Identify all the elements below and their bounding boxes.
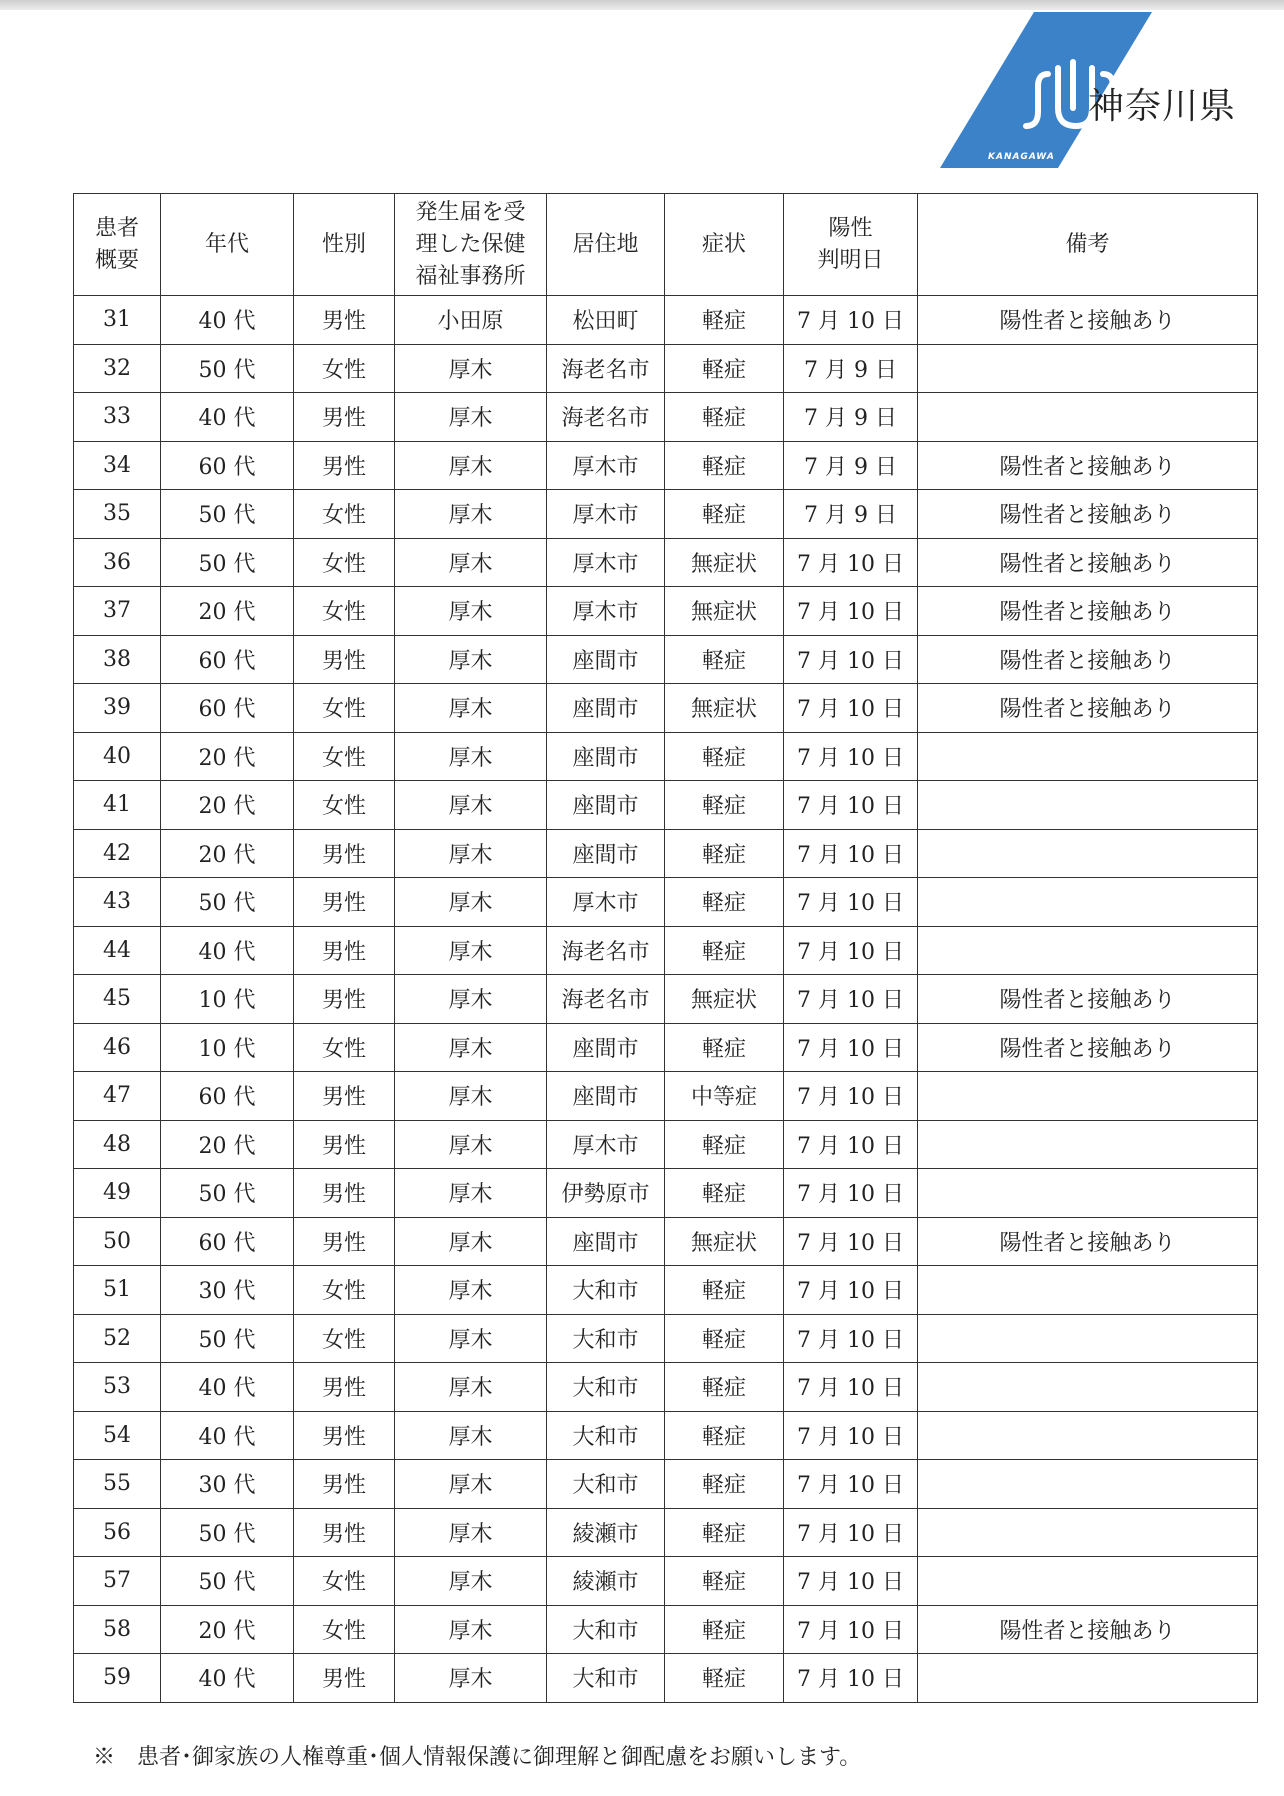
health-office-cell: 厚木 (395, 441, 547, 490)
symptoms-cell: 軽症 (665, 1411, 784, 1460)
residence-cell: 大和市 (547, 1654, 665, 1703)
residence-cell: 座間市 (547, 1072, 665, 1121)
residence-cell: 座間市 (547, 635, 665, 684)
patient-id-cell: 59 (74, 1654, 161, 1703)
residence-cell: 伊勢原市 (547, 1169, 665, 1218)
health-office-cell: 厚木 (395, 684, 547, 733)
gender-cell: 男性 (294, 635, 395, 684)
positive-date-cell: 7 月 10 日 (784, 1314, 918, 1363)
patient-id-cell: 39 (74, 684, 161, 733)
header-gender: 性別 (294, 194, 395, 296)
age-group-cell: 40 代 (161, 393, 294, 442)
symptoms-cell: 無症状 (665, 1217, 784, 1266)
remarks-cell (918, 1460, 1258, 1509)
remarks-cell: 陽性者と接触あり (918, 441, 1258, 490)
age-group-cell: 20 代 (161, 829, 294, 878)
symptoms-cell: 軽症 (665, 344, 784, 393)
health-office-cell: 厚木 (395, 344, 547, 393)
table-row (74, 296, 1258, 345)
header-residence: 居住地 (547, 194, 665, 296)
patient-id-cell: 56 (74, 1508, 161, 1557)
age-group-cell: 50 代 (161, 1508, 294, 1557)
remarks-cell (918, 1314, 1258, 1363)
symptoms-cell: 軽症 (665, 1460, 784, 1509)
health-office-cell: 厚木 (395, 732, 547, 781)
health-office-cell: 厚木 (395, 975, 547, 1024)
symptoms-cell: 軽症 (665, 732, 784, 781)
patient-id-cell: 37 (74, 587, 161, 636)
health-office-cell: 小田原 (395, 296, 547, 345)
gender-cell: 男性 (294, 1411, 395, 1460)
residence-cell: 座間市 (547, 781, 665, 830)
residence-cell: 座間市 (547, 684, 665, 733)
gender-cell: 男性 (294, 926, 395, 975)
table-row (74, 975, 1258, 1024)
age-group-cell: 50 代 (161, 490, 294, 539)
symptoms-cell: 軽症 (665, 1605, 784, 1654)
gender-cell: 女性 (294, 1314, 395, 1363)
remarks-cell (918, 344, 1258, 393)
residence-cell: 厚木市 (547, 538, 665, 587)
gender-cell: 男性 (294, 1363, 395, 1412)
gender-cell: 男性 (294, 1508, 395, 1557)
age-group-cell: 40 代 (161, 1411, 294, 1460)
patient-id-cell: 47 (74, 1072, 161, 1121)
gender-cell: 男性 (294, 1169, 395, 1218)
table-row (74, 393, 1258, 442)
remarks-cell (918, 1169, 1258, 1218)
health-office-cell: 厚木 (395, 1266, 547, 1315)
remarks-cell: 陽性者と接触あり (918, 1605, 1258, 1654)
age-group-cell: 40 代 (161, 1654, 294, 1703)
age-group-cell: 60 代 (161, 1217, 294, 1266)
age-group-cell: 50 代 (161, 878, 294, 927)
health-office-cell: 厚木 (395, 1120, 547, 1169)
patient-id-cell: 33 (74, 393, 161, 442)
symptoms-cell: 軽症 (665, 1169, 784, 1218)
patient-id-cell: 53 (74, 1363, 161, 1412)
remarks-cell (918, 393, 1258, 442)
header-positive-date: 陽性 判明日 (784, 194, 918, 296)
health-office-cell: 厚木 (395, 1072, 547, 1121)
patient-id-cell: 45 (74, 975, 161, 1024)
health-office-cell: 厚木 (395, 1363, 547, 1412)
gender-cell: 女性 (294, 538, 395, 587)
remarks-cell (918, 878, 1258, 927)
gender-cell: 男性 (294, 441, 395, 490)
positive-date-cell: 7 月 9 日 (784, 490, 918, 539)
symptoms-cell: 軽症 (665, 441, 784, 490)
remarks-cell (918, 1072, 1258, 1121)
patient-id-cell: 36 (74, 538, 161, 587)
age-group-cell: 50 代 (161, 538, 294, 587)
positive-date-cell: 7 月 10 日 (784, 1363, 918, 1412)
positive-date-cell: 7 月 10 日 (784, 1072, 918, 1121)
symptoms-cell: 軽症 (665, 1314, 784, 1363)
gender-cell: 女性 (294, 684, 395, 733)
remarks-cell: 陽性者と接触あり (918, 635, 1258, 684)
age-group-cell: 20 代 (161, 587, 294, 636)
age-group-cell: 60 代 (161, 441, 294, 490)
positive-date-cell: 7 月 10 日 (784, 1605, 918, 1654)
remarks-cell: 陽性者と接触あり (918, 490, 1258, 539)
health-office-cell: 厚木 (395, 393, 547, 442)
gender-cell: 女性 (294, 1557, 395, 1606)
residence-cell: 厚木市 (547, 490, 665, 539)
positive-date-cell: 7 月 10 日 (784, 926, 918, 975)
residence-cell: 大和市 (547, 1363, 665, 1412)
table-body (74, 296, 1258, 1703)
table-row (74, 1314, 1258, 1363)
gender-cell: 女性 (294, 732, 395, 781)
health-office-cell: 厚木 (395, 1314, 547, 1363)
remarks-cell (918, 781, 1258, 830)
table-row (74, 1557, 1258, 1606)
gender-cell: 女性 (294, 781, 395, 830)
patient-id-cell: 46 (74, 1023, 161, 1072)
positive-date-cell: 7 月 10 日 (784, 975, 918, 1024)
table-row (74, 781, 1258, 830)
health-office-cell: 厚木 (395, 829, 547, 878)
patient-id-cell: 44 (74, 926, 161, 975)
symptoms-cell: 軽症 (665, 781, 784, 830)
age-group-cell: 20 代 (161, 732, 294, 781)
positive-date-cell: 7 月 10 日 (784, 1508, 918, 1557)
patient-id-cell: 35 (74, 490, 161, 539)
table-row (74, 684, 1258, 733)
header-health-office: 発生届を受 理した保健 福祉事務所 (395, 194, 547, 296)
table-row (74, 1508, 1258, 1557)
residence-cell: 大和市 (547, 1460, 665, 1509)
remarks-cell: 陽性者と接触あり (918, 1023, 1258, 1072)
symptoms-cell: 無症状 (665, 975, 784, 1024)
positive-date-cell: 7 月 9 日 (784, 344, 918, 393)
age-group-cell: 60 代 (161, 1072, 294, 1121)
age-group-cell: 20 代 (161, 1120, 294, 1169)
residence-cell: 厚木市 (547, 1120, 665, 1169)
symptoms-cell: 軽症 (665, 393, 784, 442)
remarks-cell: 陽性者と接触あり (918, 538, 1258, 587)
remarks-cell: 陽性者と接触あり (918, 1217, 1258, 1266)
remarks-cell (918, 1654, 1258, 1703)
table-row (74, 1169, 1258, 1218)
remarks-cell: 陽性者と接触あり (918, 296, 1258, 345)
patient-id-cell: 51 (74, 1266, 161, 1315)
positive-date-cell: 7 月 10 日 (784, 538, 918, 587)
residence-cell: 綾瀬市 (547, 1508, 665, 1557)
gender-cell: 男性 (294, 296, 395, 345)
positive-date-cell: 7 月 10 日 (784, 1411, 918, 1460)
symptoms-cell: 軽症 (665, 635, 784, 684)
table-row (74, 1363, 1258, 1412)
header-row (74, 194, 1258, 296)
positive-date-cell: 7 月 9 日 (784, 393, 918, 442)
health-office-cell: 厚木 (395, 781, 547, 830)
symptoms-cell: 軽症 (665, 1023, 784, 1072)
patient-id-cell: 54 (74, 1411, 161, 1460)
table-row (74, 1266, 1258, 1315)
gender-cell: 男性 (294, 829, 395, 878)
positive-date-cell: 7 月 10 日 (784, 587, 918, 636)
remarks-cell: 陽性者と接触あり (918, 975, 1258, 1024)
gender-cell: 男性 (294, 1460, 395, 1509)
remarks-cell (918, 1266, 1258, 1315)
gender-cell: 女性 (294, 490, 395, 539)
residence-cell: 座間市 (547, 829, 665, 878)
residence-cell: 大和市 (547, 1314, 665, 1363)
health-office-cell: 厚木 (395, 1411, 547, 1460)
gender-cell: 女性 (294, 1023, 395, 1072)
patient-table (73, 193, 1258, 1703)
symptoms-cell: 軽症 (665, 1266, 784, 1315)
age-group-cell: 50 代 (161, 344, 294, 393)
table-row (74, 1411, 1258, 1460)
gender-cell: 女性 (294, 344, 395, 393)
positive-date-cell: 7 月 10 日 (784, 878, 918, 927)
residence-cell: 座間市 (547, 732, 665, 781)
residence-cell: 大和市 (547, 1411, 665, 1460)
symptoms-cell: 軽症 (665, 926, 784, 975)
remarks-cell: 陽性者と接触あり (918, 684, 1258, 733)
residence-cell: 大和市 (547, 1266, 665, 1315)
positive-date-cell: 7 月 10 日 (784, 1266, 918, 1315)
patient-id-cell: 50 (74, 1217, 161, 1266)
health-office-cell: 厚木 (395, 1460, 547, 1509)
positive-date-cell: 7 月 10 日 (784, 1023, 918, 1072)
table-row (74, 635, 1258, 684)
residence-cell: 座間市 (547, 1023, 665, 1072)
positive-date-cell: 7 月 10 日 (784, 1120, 918, 1169)
age-group-cell: 50 代 (161, 1169, 294, 1218)
positive-date-cell: 7 月 10 日 (784, 732, 918, 781)
table-row (74, 1217, 1258, 1266)
remarks-cell (918, 1411, 1258, 1460)
gender-cell: 男性 (294, 1217, 395, 1266)
age-group-cell: 60 代 (161, 684, 294, 733)
health-office-cell: 厚木 (395, 926, 547, 975)
positive-date-cell: 7 月 9 日 (784, 441, 918, 490)
symptoms-cell: 無症状 (665, 684, 784, 733)
symptoms-cell: 軽症 (665, 1508, 784, 1557)
positive-date-cell: 7 月 10 日 (784, 1169, 918, 1218)
age-group-cell: 30 代 (161, 1460, 294, 1509)
header-remarks: 備考 (918, 194, 1258, 296)
symptoms-cell: 軽症 (665, 1363, 784, 1412)
symptoms-cell: 無症状 (665, 538, 784, 587)
patient-id-cell: 41 (74, 781, 161, 830)
table-row (74, 344, 1258, 393)
table-row (74, 1460, 1258, 1509)
gender-cell: 女性 (294, 1266, 395, 1315)
age-group-cell: 40 代 (161, 1363, 294, 1412)
top-edge-bar (0, 0, 1284, 10)
patient-id-cell: 48 (74, 1120, 161, 1169)
age-group-cell: 50 代 (161, 1314, 294, 1363)
health-office-cell: 厚木 (395, 1605, 547, 1654)
gender-cell: 男性 (294, 1654, 395, 1703)
residence-cell: 海老名市 (547, 926, 665, 975)
positive-date-cell: 7 月 10 日 (784, 829, 918, 878)
table-row (74, 490, 1258, 539)
health-office-cell: 厚木 (395, 490, 547, 539)
header-symptoms: 症状 (665, 194, 784, 296)
positive-date-cell: 7 月 10 日 (784, 296, 918, 345)
symptoms-cell: 軽症 (665, 296, 784, 345)
table-row (74, 878, 1258, 927)
age-group-cell: 20 代 (161, 1605, 294, 1654)
patient-id-cell: 31 (74, 296, 161, 345)
residence-cell: 厚木市 (547, 441, 665, 490)
gender-cell: 女性 (294, 587, 395, 636)
residence-cell: 綾瀬市 (547, 1557, 665, 1606)
health-office-cell: 厚木 (395, 635, 547, 684)
patient-id-cell: 49 (74, 1169, 161, 1218)
patient-id-cell: 42 (74, 829, 161, 878)
health-office-cell: 厚木 (395, 1023, 547, 1072)
patient-id-cell: 52 (74, 1314, 161, 1363)
health-office-cell: 厚木 (395, 587, 547, 636)
age-group-cell: 40 代 (161, 926, 294, 975)
remarks-cell (918, 1508, 1258, 1557)
patient-id-cell: 34 (74, 441, 161, 490)
symptoms-cell: 軽症 (665, 1557, 784, 1606)
health-office-cell: 厚木 (395, 1508, 547, 1557)
table-row (74, 538, 1258, 587)
gender-cell: 男性 (294, 1120, 395, 1169)
residence-cell: 松田町 (547, 296, 665, 345)
remarks-cell (918, 829, 1258, 878)
table-row (74, 926, 1258, 975)
remarks-cell: 陽性者と接触あり (918, 587, 1258, 636)
table-row (74, 1605, 1258, 1654)
age-group-cell: 20 代 (161, 781, 294, 830)
patient-id-cell: 57 (74, 1557, 161, 1606)
patient-id-cell: 58 (74, 1605, 161, 1654)
age-group-cell: 10 代 (161, 1023, 294, 1072)
health-office-cell: 厚木 (395, 538, 547, 587)
health-office-cell: 厚木 (395, 1217, 547, 1266)
symptoms-cell: 軽症 (665, 490, 784, 539)
remarks-cell (918, 1557, 1258, 1606)
positive-date-cell: 7 月 10 日 (784, 1460, 918, 1509)
table-row (74, 1120, 1258, 1169)
patient-id-cell: 43 (74, 878, 161, 927)
remarks-cell (918, 1363, 1258, 1412)
residence-cell: 厚木市 (547, 878, 665, 927)
symptoms-cell: 中等症 (665, 1072, 784, 1121)
age-group-cell: 30 代 (161, 1266, 294, 1315)
table-row (74, 441, 1258, 490)
header-patient-id: 患者 概要 (74, 194, 161, 296)
residence-cell: 海老名市 (547, 975, 665, 1024)
gender-cell: 男性 (294, 393, 395, 442)
table-header (74, 194, 1258, 296)
symptoms-cell: 軽症 (665, 829, 784, 878)
age-group-cell: 40 代 (161, 296, 294, 345)
gender-cell: 男性 (294, 1072, 395, 1121)
age-group-cell: 60 代 (161, 635, 294, 684)
health-office-cell: 厚木 (395, 1169, 547, 1218)
table-row (74, 829, 1258, 878)
health-office-cell: 厚木 (395, 1557, 547, 1606)
health-office-cell: 厚木 (395, 878, 547, 927)
symptoms-cell: 軽症 (665, 878, 784, 927)
residence-cell: 海老名市 (547, 344, 665, 393)
symptoms-cell: 軽症 (665, 1654, 784, 1703)
table-row (74, 1654, 1258, 1703)
privacy-footnote: ※ 患者･御家族の人権尊重･個人情報保護に御理解と御配慮をお願いします。 (93, 1745, 862, 1770)
remarks-cell (918, 926, 1258, 975)
gender-cell: 男性 (294, 878, 395, 927)
symptoms-cell: 軽症 (665, 1120, 784, 1169)
logo-text: 神奈川県 (1088, 86, 1237, 127)
positive-date-cell: 7 月 10 日 (784, 684, 918, 733)
remarks-cell (918, 1120, 1258, 1169)
positive-date-cell: 7 月 10 日 (784, 1557, 918, 1606)
residence-cell: 座間市 (547, 1217, 665, 1266)
patient-id-cell: 40 (74, 732, 161, 781)
positive-date-cell: 7 月 10 日 (784, 1654, 918, 1703)
residence-cell: 大和市 (547, 1605, 665, 1654)
header-age-group: 年代 (161, 194, 294, 296)
logo-caption: KANAGAWA (988, 152, 1055, 162)
remarks-cell (918, 732, 1258, 781)
residence-cell: 海老名市 (547, 393, 665, 442)
health-office-cell: 厚木 (395, 1654, 547, 1703)
age-group-cell: 50 代 (161, 1557, 294, 1606)
patient-id-cell: 32 (74, 344, 161, 393)
positive-date-cell: 7 月 10 日 (784, 1217, 918, 1266)
gender-cell: 女性 (294, 1605, 395, 1654)
table-row (74, 1023, 1258, 1072)
gender-cell: 男性 (294, 975, 395, 1024)
patient-id-cell: 55 (74, 1460, 161, 1509)
positive-date-cell: 7 月 10 日 (784, 635, 918, 684)
age-group-cell: 10 代 (161, 975, 294, 1024)
patient-id-cell: 38 (74, 635, 161, 684)
table-row (74, 732, 1258, 781)
table-row (74, 1072, 1258, 1121)
residence-cell: 厚木市 (547, 587, 665, 636)
positive-date-cell: 7 月 10 日 (784, 781, 918, 830)
table-row (74, 587, 1258, 636)
symptoms-cell: 無症状 (665, 587, 784, 636)
